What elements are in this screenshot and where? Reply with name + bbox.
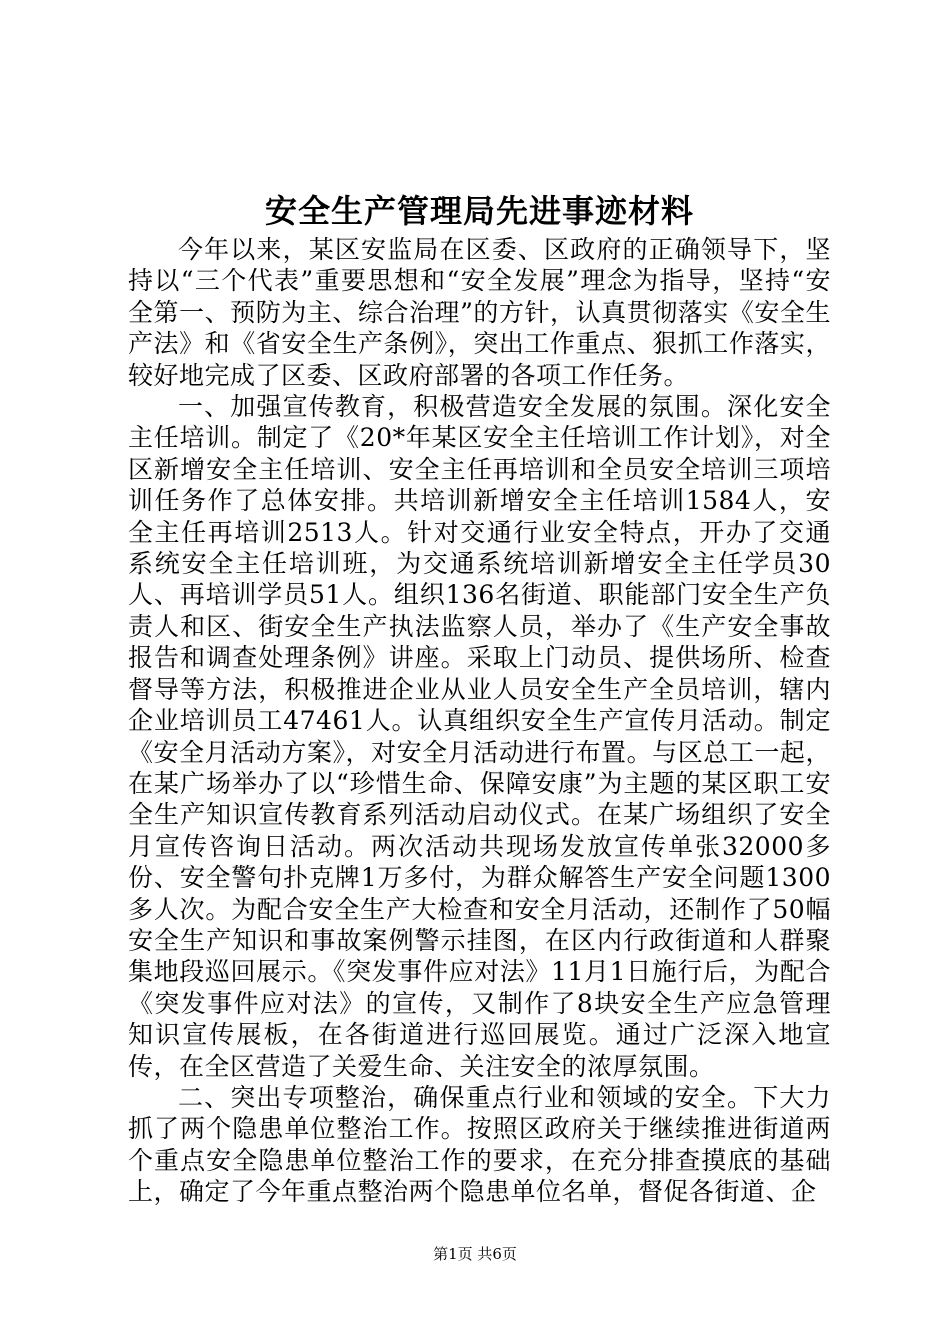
document-title: 安全生产管理局先进事迹材料 bbox=[264, 192, 694, 230]
page-number-footer: 第1页 共6页 bbox=[433, 1245, 517, 1263]
paragraph-section-1: 一、加强宣传教育，积极营造安全发展的氛围。深化安全主任培训。制定了《20*年某区安全主任培训工作计划》，对全区新增安全主任培训、安全主任再培训和全员安全培训三项培训任务作了总体安排。共培训新增安全主任培训1584人，安全主任再培训2513人。针对交通行业安全特点，开办了交通系统安全主任培训班，为交通系统培训新增安全主任学员30人、再培训学员51人。组织136名街道、职能部门安全生产负责人和区、街安全生产执法监察人员，举办了《生产安全事故报告和调查处理条例》讲座。采取上门动员、提供场所、检查督导等方法，积极推进企业从业人员安全生产全员培训，辖内企业培训员工47461人。认真组织安全生产宣传月活动。制定《安全月活动方案》，对安全月活动进行布置。与区总工一起，在某广场举办了以“珍惜生命、保障安康”为主题的某区职工安全生产知识宣传教育系列活动启动仪式。在某广场组织了安全月宣传咨询日活动。两次活动共现场发放宣传单张32000多份、安全警句扑克牌1万多付，为群众解答生产安全问题1300多人次。为配合安全生产大检查和安全月活动，还制作了50幅安全生产知识和事故案例警示挂图，在区内行政街道和人群聚集地段巡回展示。《突发事件应对法》11月1日施行后，为配合《突发事件应对法》的宣传，又制作了8块安全生产应急管理知识宣传展板，在各街道进行巡回展览。通过广泛深入地宣传，在全区营造了关爱生命、关注安全的浓厚氛围。 bbox=[128, 392, 831, 1081]
paragraph-section-2: 二、突出专项整治，确保重点行业和领域的安全。下大力抓了两个隐患单位整治工作。按照区政府关于继续推进街道两个重点安全隐患单位整治工作的要求，在充分排查摸底的基础上，确定了今年重点整治两个隐患单位名单，督促各街道、企 bbox=[128, 1082, 831, 1207]
paragraph-intro: 今年以来，某区安监局在区委、区政府的正确领导下，坚持以“三个代表”重要思想和“安全发展”理念为指导，坚持“安全第一、预防为主、综合治理”的方针，认真贯彻落实《安全生产法》和《省安全生产条例》，突出工作重点、狠抓工作落实，较好地完成了区委、区政府部署的各项工作任务。 bbox=[128, 235, 831, 390]
document-page bbox=[128, 188, 831, 1208]
